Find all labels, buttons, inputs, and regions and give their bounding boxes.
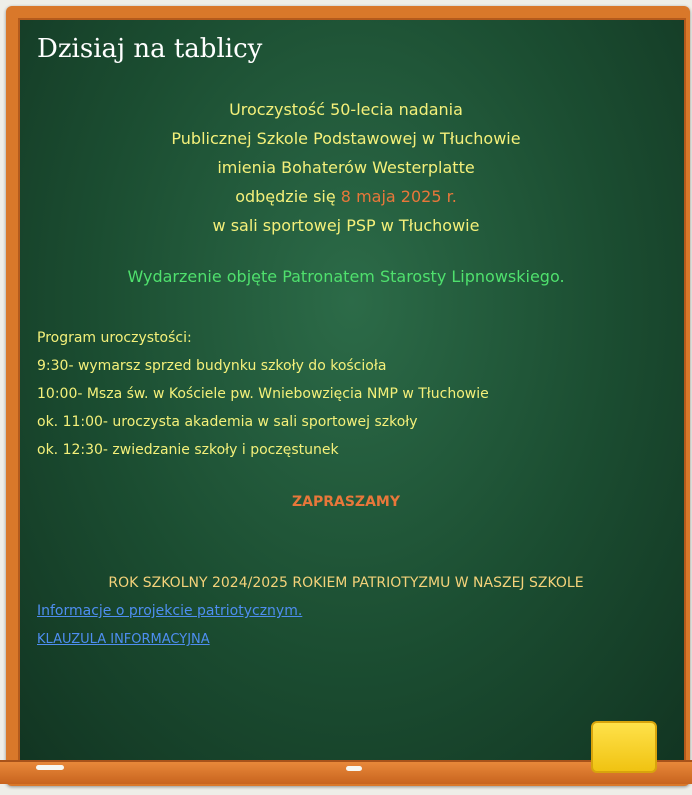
announcement-date-line <box>20 182 672 211</box>
patronage-note: Wydarzenie objęte Patronatem Starosty Lipnowskiego. <box>127 267 565 286</box>
program-item: 10:00- Msza św. w Kościele pw. Wniebowzięcia NMP w Tłuchowie <box>37 386 489 402</box>
announcement-line: w sali sportowej PSP w Tłuchowie <box>212 216 480 235</box>
page-title: Dzisiaj na tablicy <box>37 34 263 64</box>
invite-heading: ZAPRASZAMY <box>291 494 400 510</box>
program-heading: Program uroczystości: <box>37 330 192 346</box>
school-year-motto: ROK SZKOLNY 2024/2025 ROKIEM PATRIOTYZMU W NASZEJ SZKOLE <box>108 575 584 591</box>
announcement-line: Uroczystość 50-lecia nadania <box>229 100 463 119</box>
chalk-piece <box>346 766 362 771</box>
announcement-line: Publicznej Szkole Podstawowej w Tłuchowie <box>171 129 521 148</box>
program-list <box>37 324 657 464</box>
program-item: ok. 12:30- zwiedzanie szkoły i poczęstunek <box>37 442 339 458</box>
information-clause-link[interactable]: KLAUZULA INFORMACYJNA <box>37 632 210 647</box>
program-item: ok. 11:00- uroczysta akademia w sali sportowej szkoły <box>37 414 418 430</box>
eraser-icon <box>591 721 657 773</box>
announcement-line: imienia Bohaterów Westerplatte <box>217 158 475 177</box>
announcement <box>20 95 672 240</box>
chalk-piece <box>36 765 64 770</box>
announcement-prefix: odbędzie się <box>235 187 341 206</box>
project-info-link[interactable]: Informacje o projekcie patriotycznym. <box>37 603 303 619</box>
program-item: 9:30- wymarsz sprzed budynku szkoły do kościoła <box>37 358 387 374</box>
event-date: 8 maja 2025 r. <box>340 187 457 206</box>
chalk-ledge <box>0 760 692 784</box>
